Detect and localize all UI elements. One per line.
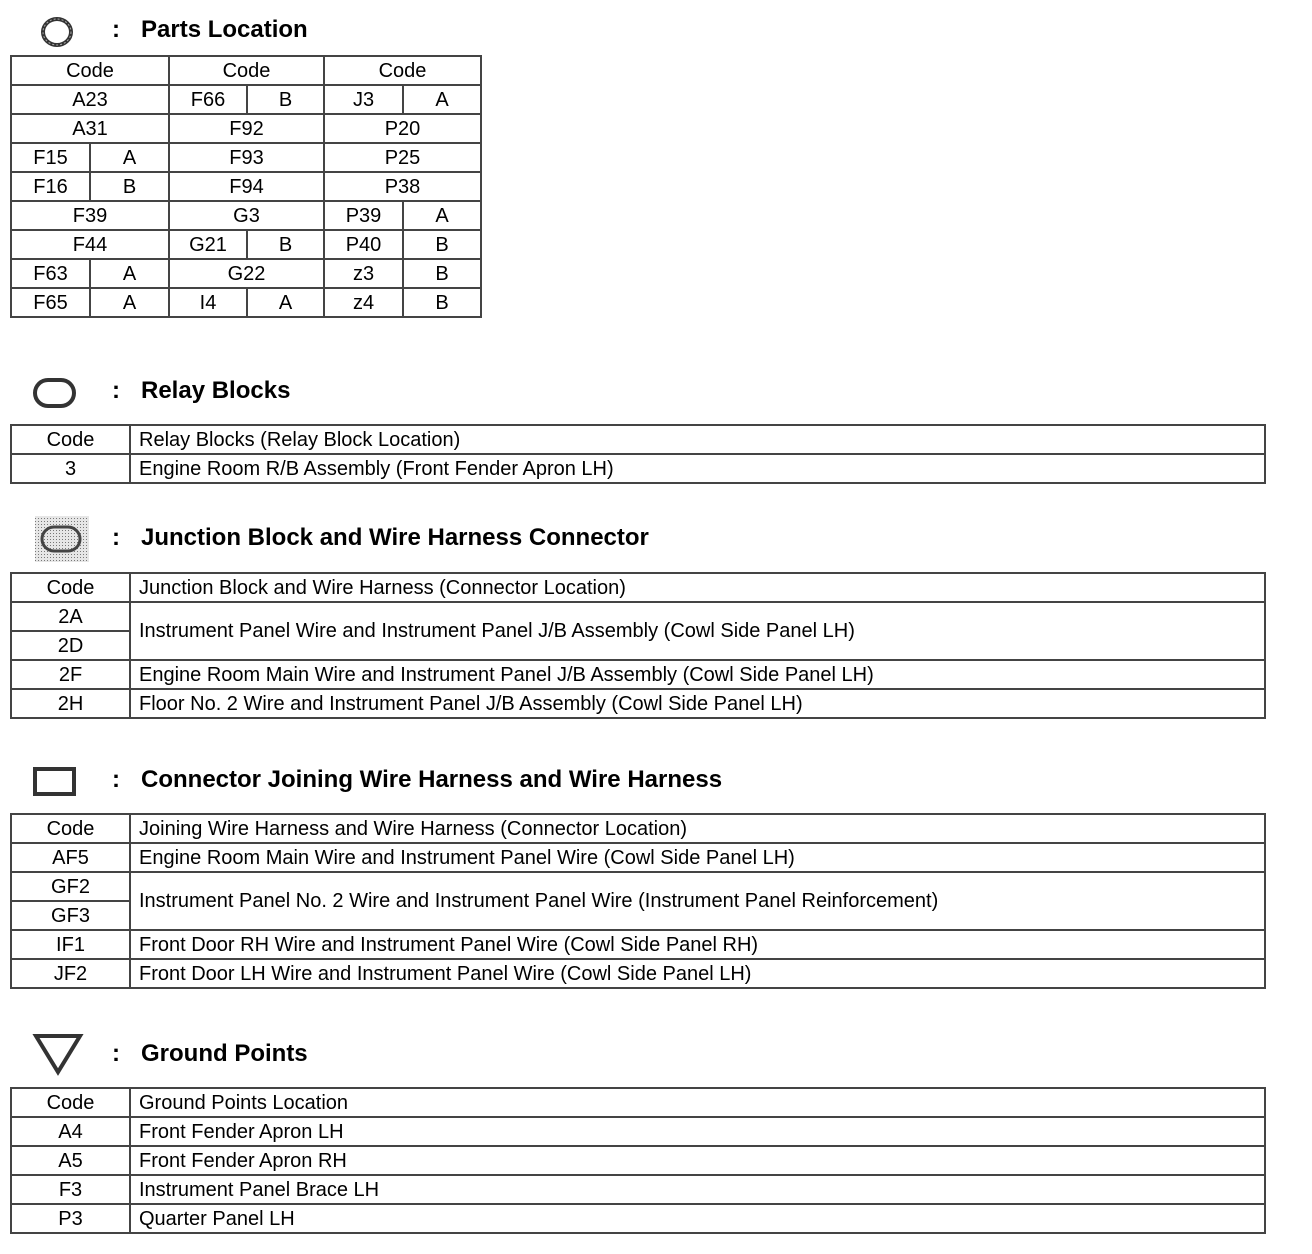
relay-blocks-table [10, 424, 1266, 484]
table-row [11, 602, 1265, 631]
table-header-row [11, 573, 1265, 602]
part-suffix: B [403, 230, 481, 259]
part-code: F65 [11, 288, 90, 317]
shaded-oval-icon [32, 515, 92, 563]
section-title: Junction Block and Wire Harness Connector [141, 524, 649, 551]
location-column-header: Ground Points Location [130, 1088, 1265, 1117]
code-cell: JF2 [11, 959, 130, 988]
table-row [11, 1175, 1265, 1204]
location-cell: Front Fender Apron LH [130, 1117, 1265, 1146]
location-cell: Front Door LH Wire and Instrument Panel Wire (Cowl Side Panel LH) [130, 959, 1265, 988]
part-code: F63 [11, 259, 90, 288]
table-header-row [11, 425, 1265, 454]
section-colon: : [112, 524, 120, 551]
code-cell: GF2 [11, 872, 130, 901]
code-cell: 2F [11, 660, 130, 689]
part-code: G3 [169, 201, 324, 230]
table-row [11, 1204, 1265, 1233]
part-suffix: B [247, 230, 324, 259]
part-suffix: A [90, 259, 169, 288]
column-header: Code [169, 56, 324, 85]
circle-icon [40, 16, 76, 50]
table-row [11, 172, 481, 201]
code-cell: AF5 [11, 843, 130, 872]
connector-joining-table [10, 813, 1266, 989]
section-colon: : [112, 16, 120, 43]
code-cell: F3 [11, 1175, 130, 1204]
table-row [11, 930, 1265, 959]
code-column-header: Code [11, 573, 130, 602]
location-cell: Front Door RH Wire and Instrument Panel Wire (Cowl Side Panel RH) [130, 930, 1265, 959]
junction-block-header [0, 521, 1000, 561]
code-cell: 3 [11, 454, 130, 483]
part-suffix: A [403, 85, 481, 114]
part-code: J3 [324, 85, 403, 114]
part-suffix: A [90, 143, 169, 172]
part-code: z4 [324, 288, 403, 317]
table-row [11, 114, 481, 143]
table-row [11, 689, 1265, 718]
part-code: P25 [324, 143, 481, 172]
junction-block-table [10, 572, 1266, 719]
section-colon: : [112, 377, 120, 404]
code-column-header: Code [11, 425, 130, 454]
table-row [11, 1117, 1265, 1146]
part-code: P20 [324, 114, 481, 143]
rectangle-icon [32, 766, 78, 798]
part-suffix: B [90, 172, 169, 201]
table-row [11, 230, 481, 259]
section-title: Parts Location [141, 16, 308, 43]
code-cell: A4 [11, 1117, 130, 1146]
location-cell: Front Fender Apron RH [130, 1146, 1265, 1175]
code-cell: 2H [11, 689, 130, 718]
part-suffix: A [403, 201, 481, 230]
part-code: F66 [169, 85, 247, 114]
part-code: F44 [11, 230, 169, 259]
part-code: G21 [169, 230, 247, 259]
table-row [11, 201, 481, 230]
location-cell: Engine Room Main Wire and Instrument Panel Wire (Cowl Side Panel LH) [130, 843, 1265, 872]
parts-location-header [0, 14, 1000, 54]
part-code: F15 [11, 143, 90, 172]
part-code: z3 [324, 259, 403, 288]
part-suffix: A [247, 288, 324, 317]
code-cell: 2A [11, 602, 130, 631]
location-cell: Instrument Panel Wire and Instrument Panel J/B Assembly (Cowl Side Panel LH) [130, 602, 1265, 660]
part-suffix: B [403, 288, 481, 317]
location-cell: Quarter Panel LH [130, 1204, 1265, 1233]
section-title: Relay Blocks [141, 377, 291, 404]
table-row [11, 454, 1265, 483]
table-header-row [11, 1088, 1265, 1117]
ground-points-table [10, 1087, 1266, 1234]
location-cell: Floor No. 2 Wire and Instrument Panel J/B Assembly (Cowl Side Panel LH) [130, 689, 1265, 718]
code-cell: IF1 [11, 930, 130, 959]
connector-joining-header [0, 764, 1000, 804]
code-cell: GF3 [11, 901, 130, 930]
table-row [11, 288, 481, 317]
code-column-header: Code [11, 814, 130, 843]
triangle-down-icon [32, 1032, 84, 1076]
code-cell: P3 [11, 1204, 130, 1233]
location-column-header: Joining Wire Harness and Wire Harness (Connector Location) [130, 814, 1265, 843]
part-code: F16 [11, 172, 90, 201]
location-cell: Engine Room R/B Assembly (Front Fender Apron LH) [130, 454, 1265, 483]
table-header-row [11, 814, 1265, 843]
table-row [11, 1146, 1265, 1175]
part-code: A31 [11, 114, 169, 143]
relay-blocks-header [0, 375, 1000, 415]
part-code: P39 [324, 201, 403, 230]
parts-location-table [10, 55, 482, 318]
location-column-header: Junction Block and Wire Harness (Connector Location) [130, 573, 1265, 602]
ground-points-header [0, 1036, 1000, 1076]
part-code: P40 [324, 230, 403, 259]
section-title: Connector Joining Wire Harness and Wire Harness [141, 766, 723, 793]
table-row [11, 85, 481, 114]
location-cell: Instrument Panel No. 2 Wire and Instrument Panel Wire (Instrument Panel Reinforcement) [130, 872, 1265, 930]
table-row [11, 959, 1265, 988]
table-row [11, 872, 1265, 901]
code-cell: 2D [11, 631, 130, 660]
part-code: F93 [169, 143, 324, 172]
part-suffix: A [90, 288, 169, 317]
part-code: P38 [324, 172, 481, 201]
part-code: I4 [169, 288, 247, 317]
part-code: G22 [169, 259, 324, 288]
part-code: F39 [11, 201, 169, 230]
section-colon: : [112, 766, 120, 793]
location-column-header: Relay Blocks (Relay Block Location) [130, 425, 1265, 454]
location-cell: Engine Room Main Wire and Instrument Panel J/B Assembly (Cowl Side Panel LH) [130, 660, 1265, 689]
table-row [11, 843, 1265, 872]
table-header-row [11, 56, 481, 85]
code-column-header: Code [11, 1088, 130, 1117]
part-suffix: B [403, 259, 481, 288]
part-suffix: B [247, 85, 324, 114]
table-row [11, 259, 481, 288]
part-code: F92 [169, 114, 324, 143]
part-code: F94 [169, 172, 324, 201]
location-cell: Instrument Panel Brace LH [130, 1175, 1265, 1204]
section-title: Ground Points [141, 1040, 308, 1067]
table-row [11, 143, 481, 172]
table-row [11, 660, 1265, 689]
column-header: Code [324, 56, 481, 85]
rounded-oval-icon [32, 377, 78, 409]
part-code: A23 [11, 85, 169, 114]
code-cell: A5 [11, 1146, 130, 1175]
column-header: Code [11, 56, 169, 85]
section-colon: : [112, 1040, 120, 1067]
